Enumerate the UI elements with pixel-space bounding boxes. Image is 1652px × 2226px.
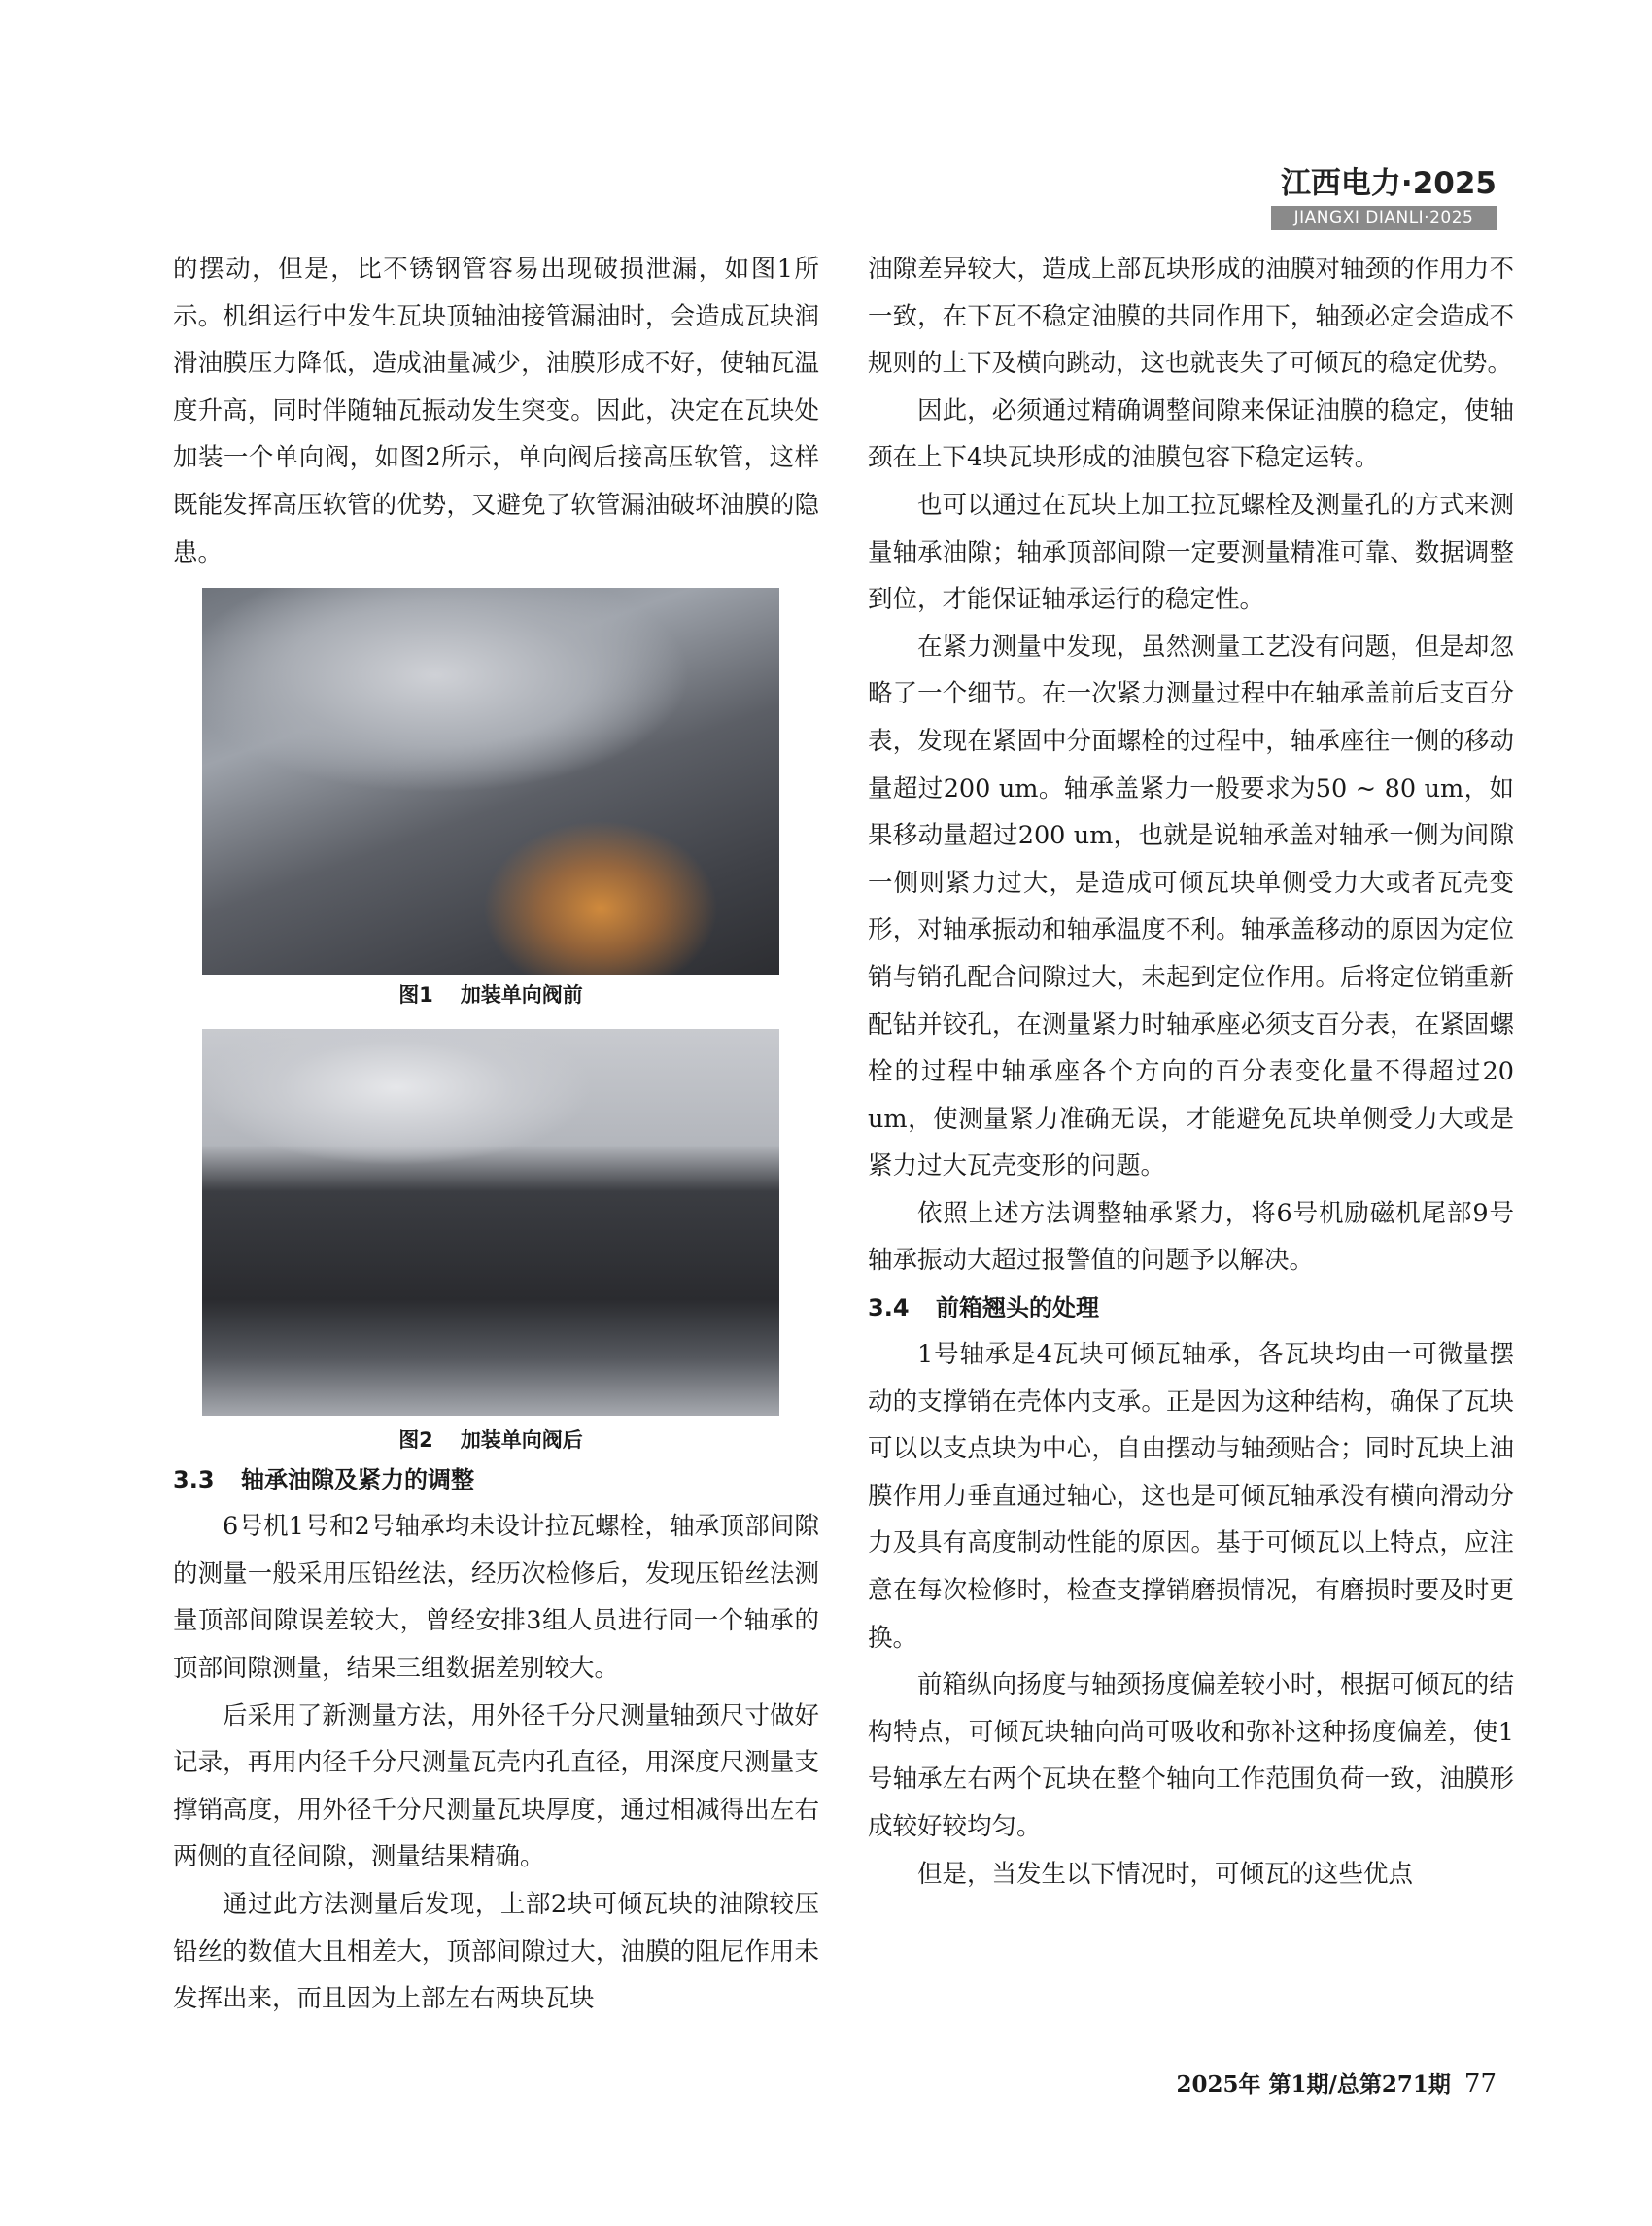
paragraph: 前箱纵向扬度与轴颈扬度偏差较小时，根据可倾瓦的结构特点，可倾瓦块轴向尚可吸收和弥补这种扬度偏差，使1号轴承左右两个瓦块在整个轴向工作范围负荷一致，油膜形成较好较均匀。 xyxy=(868,1670,1514,1841)
figure-1 xyxy=(202,588,779,1010)
section-heading-3-4 xyxy=(868,1284,1514,1331)
figure-1-photo xyxy=(202,588,779,975)
figure-2-photo xyxy=(202,1029,779,1416)
paragraph: 的摆动，但是，比不锈钢管容易出现破损泄漏，如图1所示。机组运行中发生瓦块顶轴油接管漏油时，会造成瓦块润滑油膜压力降低，造成油量减少，油膜形成不好，使轴瓦温度升高，同时伴随轴瓦振动发生突变。因此，决定在瓦块处加装一个单向阀，如图2所示，单向阀后接高压软管，这样既能发挥高压软管的优势，又避免了软管漏油破坏油膜的隐患。 xyxy=(173,255,819,567)
paragraph: 1号轴承是4瓦块可倾瓦轴承，各瓦块均由一可微量摆动的支撑销在壳体内支承。正是因为这种结构，确保了瓦块可以以支点块为中心，自由摆动与轴颈贴合；同时瓦块上油膜作用力垂直通过轴心，这也是可倾瓦轴承没有横向滑动分力及具有高度制动性能的原因。基于可倾瓦以上特点，应注意在每次检修时，检查支撑销磨损情况，有磨损时要及时更换。 xyxy=(868,1340,1514,1653)
issue-info: 2025年 第1期/总第271期 xyxy=(1176,2072,1451,2098)
paragraph: 也可以通过在瓦块上加工拉瓦螺栓及测量孔的方式来测量轴承油隙；轴承顶部间隙一定要测量精准可靠、数据调整到位，才能保证轴承运行的稳定性。 xyxy=(868,490,1514,615)
paragraph: 依照上述方法调整轴承紧力，将6号机励磁机尾部9号轴承振动大超过报警值的问题予以解决。 xyxy=(868,1198,1514,1276)
paragraph: 但是，当发生以下情况时，可倾瓦的这些优点 xyxy=(917,1859,1414,1889)
section-title: 轴承油隙及紧力的调整 xyxy=(241,1466,474,1494)
section-number: 3.3 xyxy=(173,1466,215,1494)
paragraph: 通过此方法测量后发现，上部2块可倾瓦块的油隙较压铅丝的数值大且相差大，顶部间隙过大，油膜的阻尼作用未发挥出来，而且因为上部左右两块瓦块 xyxy=(173,1889,819,2014)
journal-header xyxy=(1108,165,1497,230)
paragraph: 6号机1号和2号轴承均未设计拉瓦螺栓，轴承顶部间隙的测量一般采用压铅丝法，经历次检修后，发现压铅丝法测量顶部间隙误差较大，曾经安排3组人员进行同一个轴承的顶部间隙测量，结果三组数据差别较大。 xyxy=(173,1512,819,1683)
journal-subtitle: JIANGXI DIANLI·2025 xyxy=(1271,206,1497,230)
paragraph: 因此，必须通过精确调整间隙来保证油膜的稳定，使轴颈在上下4块瓦块形成的油膜包容下稳定运转。 xyxy=(868,395,1514,473)
figure-1-title: 加装单向阀前 xyxy=(460,983,583,1008)
figure-2-caption xyxy=(202,1425,779,1455)
left-column xyxy=(173,246,819,2023)
figure-2 xyxy=(202,1029,779,1455)
figure-1-caption xyxy=(202,980,779,1010)
section-heading-3-3 xyxy=(173,1456,819,1503)
paragraph: 油隙差异较大，造成上部瓦块形成的油膜对轴颈的作用力不一致，在下瓦不稳定油膜的共同作用下，轴颈必定会造成不规则的上下及横向跳动，这也就丧失了可倾瓦的稳定优势。 xyxy=(868,255,1514,379)
figure-2-title: 加装单向阀后 xyxy=(460,1428,583,1453)
paragraph: 在紧力测量中发现，虽然测量工艺没有问题，但是却忽略了一个细节。在一次紧力测量过程中在轴承盖前后支百分表，发现在紧固中分面螺栓的过程中，轴承座往一侧的移动量超过200 um。轴承盖紧力一般要求为50 ~ 80 um，如果移动量超过200 um，也就是说轴承盖对轴承一侧为间隙一侧则紧力过大，是造成可倾瓦块单侧受力大或者瓦壳变形，对轴承振动和轴承温度不利。轴承盖移动的原因为定位销与销孔配合间隙过大，未起到定位作用。后将定位销重新配钻并铰孔，在测量紧力时轴承座必须支百分表，在紧固螺栓的过程中轴承座各个方向的百分表变化量不得超过20 um，使测量紧力准确无误，才能避免瓦块单侧受力大或是紧力过大瓦壳变形的问题。 xyxy=(868,632,1514,1181)
section-title: 前箱翘头的处理 xyxy=(936,1294,1099,1322)
right-column xyxy=(868,246,1514,1898)
page-footer xyxy=(1176,2068,1497,2102)
section-number: 3.4 xyxy=(868,1294,910,1322)
figure-1-number: 图1 xyxy=(398,983,433,1008)
figure-2-number: 图2 xyxy=(398,1428,433,1453)
journal-title: 江西电力·2025 xyxy=(1280,166,1497,201)
paragraph: 后采用了新测量方法，用外径千分尺测量轴颈尺寸做好记录，再用内径千分尺测量瓦壳内孔直径，用深度尺测量支撑销高度，用外径千分尺测量瓦块厚度，通过相减得出左右两侧的直径间隙，测量结果精确。 xyxy=(173,1700,819,1872)
page-number: 77 xyxy=(1463,2070,1497,2099)
